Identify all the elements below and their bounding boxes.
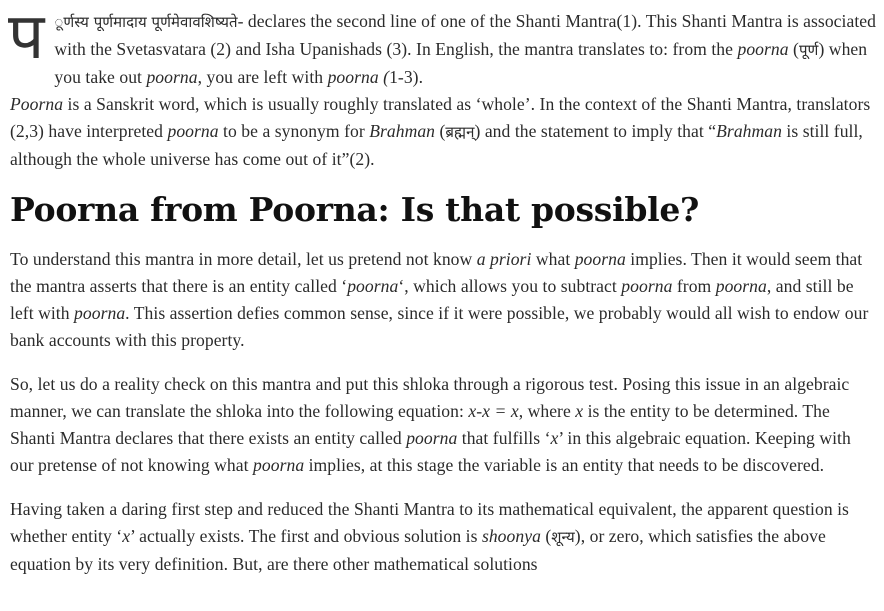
equation: x-x = x [468, 401, 519, 421]
intro-paragraph: प ूर्णस्य पूर्णमादाय पूर्णमेवावशिष्यते- declares the second line of one of the Shanti Mantra(1). This Shanti Mantra is associated with the Svetasvatara (2) and Isha Upanishads (3). In English, the mantra translates to: from the poorna (पूर्ण) when you take out poorna, you are left with poorna (1-3). Poorna is a Sanskrit word, which is usually roughly translated as ‘whole’. In the context of the Shanti Mantra, translators (2,3) have interpreted poorna to be a synonym for Brahman (ब्रह्मन्) and the statement to imply that “Brahman is still full, although the whole universe has come out of it”(2). [8, 0, 876, 169]
verse-line: ूर्णस्य पूर्णमादाय पूर्णमेवावशिष्यते [54, 13, 238, 31]
drop-cap: प [8, 0, 45, 74]
paragraph-3: So, let us do a reality check on this mantra and put this shloka through a rigorous test. Posing this issue in an algebraic manner, we can translate the shloka into the following equation: x-x = x, where x is the entity to be determined. The Shanti Mantra declares that there exists an entity called poorna that fulfills ‘x’ in this algebraic equation. Keeping with our pretense of not knowing what poorna implies, at this stage the variable is an entity that needs to be discovered. [10, 374, 851, 475]
paragraph-2: To understand this mantra in more detail, let us pretend not know a priori what poorna implies. Then it would seem that the mantra asserts that there is an entity called ‘poorna‘, which allows you to subtract poorna from poorna, and still be left with poorna. This assertion defies common sense, since if it were possible, we probably would all wish to endow our bank accounts with this property. [10, 249, 869, 350]
section-heading: Poorna from Poorna: Is that possible? [10, 190, 700, 229]
paragraph-4: Having taken a daring first step and reduced the Shanti Mantra to its mathematical equivalent, the apparent question is whether entity ‘x’ actually exists. The first and obvious solution is shoonya (शून्य), or zero, which satisfies the above equation by its very definition. But, are there other mathematical solutions [10, 499, 849, 574]
